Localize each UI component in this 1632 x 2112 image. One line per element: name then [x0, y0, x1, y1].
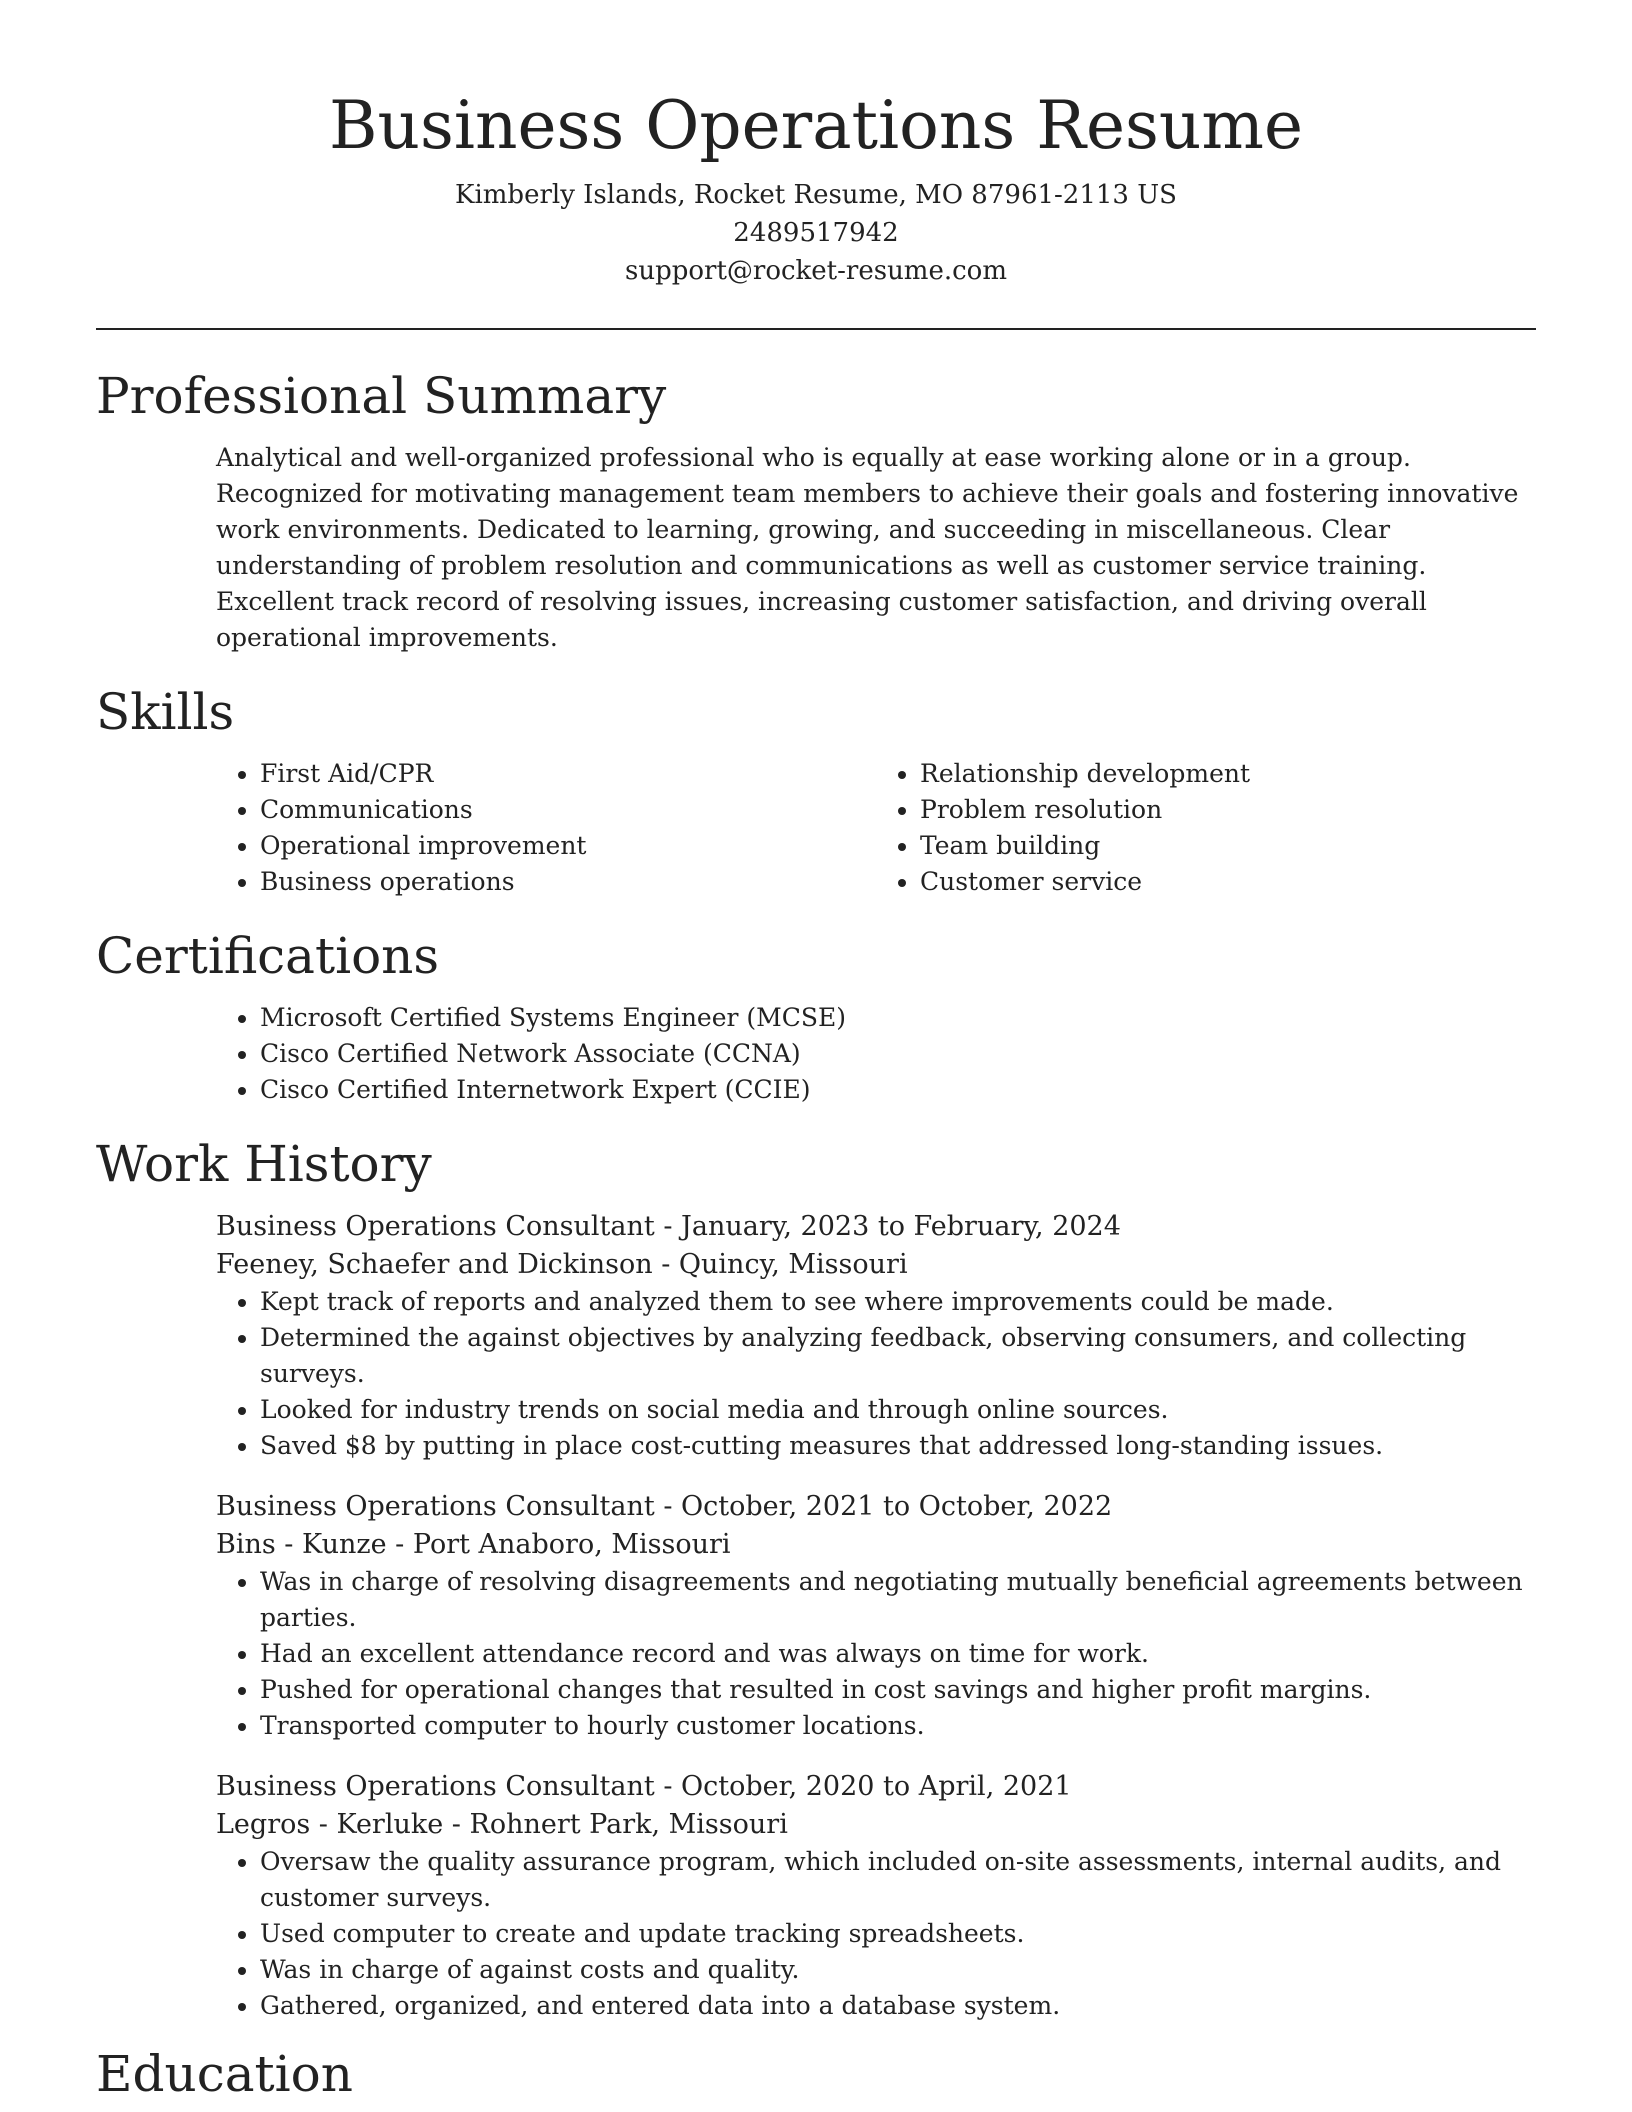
work-history-heading: Work History — [96, 1135, 432, 1193]
job-title-line — [216, 1208, 1536, 1246]
skill-item: • Team building — [920, 828, 1536, 864]
job-location: - Quincy, Missouri — [652, 1249, 908, 1280]
job-company: Legros - Kerluke — [216, 1809, 444, 1840]
certification-item: • Cisco Certified Internetwork Expert (CCIE) — [260, 1072, 1536, 1108]
job-duties — [216, 1844, 1536, 2024]
job-title-line — [216, 1488, 1536, 1526]
skills-column-left — [216, 756, 876, 900]
job-location: - Rohnert Park, Missouri — [443, 1809, 788, 1840]
education-heading: Education — [96, 2045, 353, 2103]
job-company-line — [216, 1526, 1536, 1564]
resume-page — [96, 0, 1536, 2104]
job-location: - Port Anaboro, Missouri — [386, 1529, 731, 1560]
job-company-line — [216, 1806, 1536, 1844]
job-duty: • Pushed for operational changes that resulted in cost savings and higher profit margins. — [260, 1672, 1536, 1708]
summary-heading: Professional Summary — [96, 367, 667, 425]
job-entry — [216, 1768, 1536, 2024]
job-dates: - October, 2021 to October, 2022 — [654, 1491, 1113, 1522]
skill-item: • Business operations — [260, 864, 876, 900]
skill-item: • First Aid/CPR — [260, 756, 876, 792]
job-entry — [216, 1208, 1536, 1464]
job-company: Bins - Kunze — [216, 1529, 387, 1560]
resume-title: Business Operations Resume — [328, 87, 1304, 164]
certifications-list — [216, 1000, 1536, 1108]
job-entry — [216, 1488, 1536, 1744]
skill-item: • Customer service — [920, 864, 1536, 900]
job-duty: • Kept track of reports and analyzed them to see where improvements could be made. — [260, 1284, 1536, 1320]
job-duty: • Was in charge of resolving disagreements and negotiating mutually beneficial agreements between parties. — [260, 1564, 1536, 1636]
job-duty: • Saved $8 by putting in place cost-cutting measures that addressed long-standing issues. — [260, 1428, 1536, 1464]
job-duty: • Oversaw the quality assurance program, which included on-site assessments, internal audits, and customer surveys. — [260, 1844, 1536, 1916]
job-title-line — [216, 1768, 1536, 1806]
contact-address: Kimberly Islands, Rocket Resume, MO 87961-2113 US — [455, 180, 1177, 210]
skill-item: • Operational improvement — [260, 828, 876, 864]
job-duties — [216, 1284, 1536, 1464]
job-duty: • Gathered, organized, and entered data into a database system. — [260, 1988, 1536, 2024]
job-company-line — [216, 1246, 1536, 1284]
skill-item: • Problem resolution — [920, 792, 1536, 828]
skills-list — [216, 756, 1536, 900]
job-duty: • Had an excellent attendance record and was always on time for work. — [260, 1636, 1536, 1672]
job-duties — [216, 1564, 1536, 1744]
skills-heading: Skills — [96, 683, 235, 741]
job-title: Business Operations Consultant — [216, 1771, 655, 1802]
skills-column-right — [876, 756, 1536, 900]
job-dates: - January, 2023 to February, 2024 — [654, 1211, 1121, 1242]
certification-item: • Microsoft Certified Systems Engineer (MCSE) — [260, 1000, 1536, 1036]
contact-phone: 2489517942 — [733, 218, 899, 248]
certifications-heading: Certifications — [96, 927, 440, 985]
contact-email: support@rocket-resume.com — [624, 256, 1007, 286]
contact-block — [96, 176, 1536, 290]
job-title: Business Operations Consultant — [216, 1211, 655, 1242]
job-duty: • Was in charge of against costs and quality. — [260, 1952, 1536, 1988]
job-dates: - October, 2020 to April, 2021 — [654, 1771, 1072, 1802]
job-company: Feeney, Schaefer and Dickinson — [216, 1249, 653, 1280]
job-duty: • Determined the against objectives by analyzing feedback, observing consumers, and collecting surveys. — [260, 1320, 1536, 1392]
certification-item: • Cisco Certified Network Associate (CCNA) — [260, 1036, 1536, 1072]
skill-item: • Relationship development — [920, 756, 1536, 792]
header-divider — [96, 328, 1536, 330]
job-title: Business Operations Consultant — [216, 1491, 655, 1522]
skill-item: • Communications — [260, 792, 876, 828]
job-duty: • Looked for industry trends on social media and through online sources. — [260, 1392, 1536, 1428]
job-duty: • Transported computer to hourly customer locations. — [260, 1708, 1536, 1744]
job-duty: • Used computer to create and update tracking spreadsheets. — [260, 1916, 1536, 1952]
summary-text: Analytical and well-organized professional who is equally at ease working alone or in a group. Recognized for motivating management team members to achieve their goals and fostering innovative work environments. Dedicated to learning, growing, and succeeding in miscellaneous. Clear understanding of problem resolution and communications as well as customer service training. Excellent track record of resolving issues, increasing customer satisfaction, and driving overall operational improvements. — [216, 443, 1519, 652]
